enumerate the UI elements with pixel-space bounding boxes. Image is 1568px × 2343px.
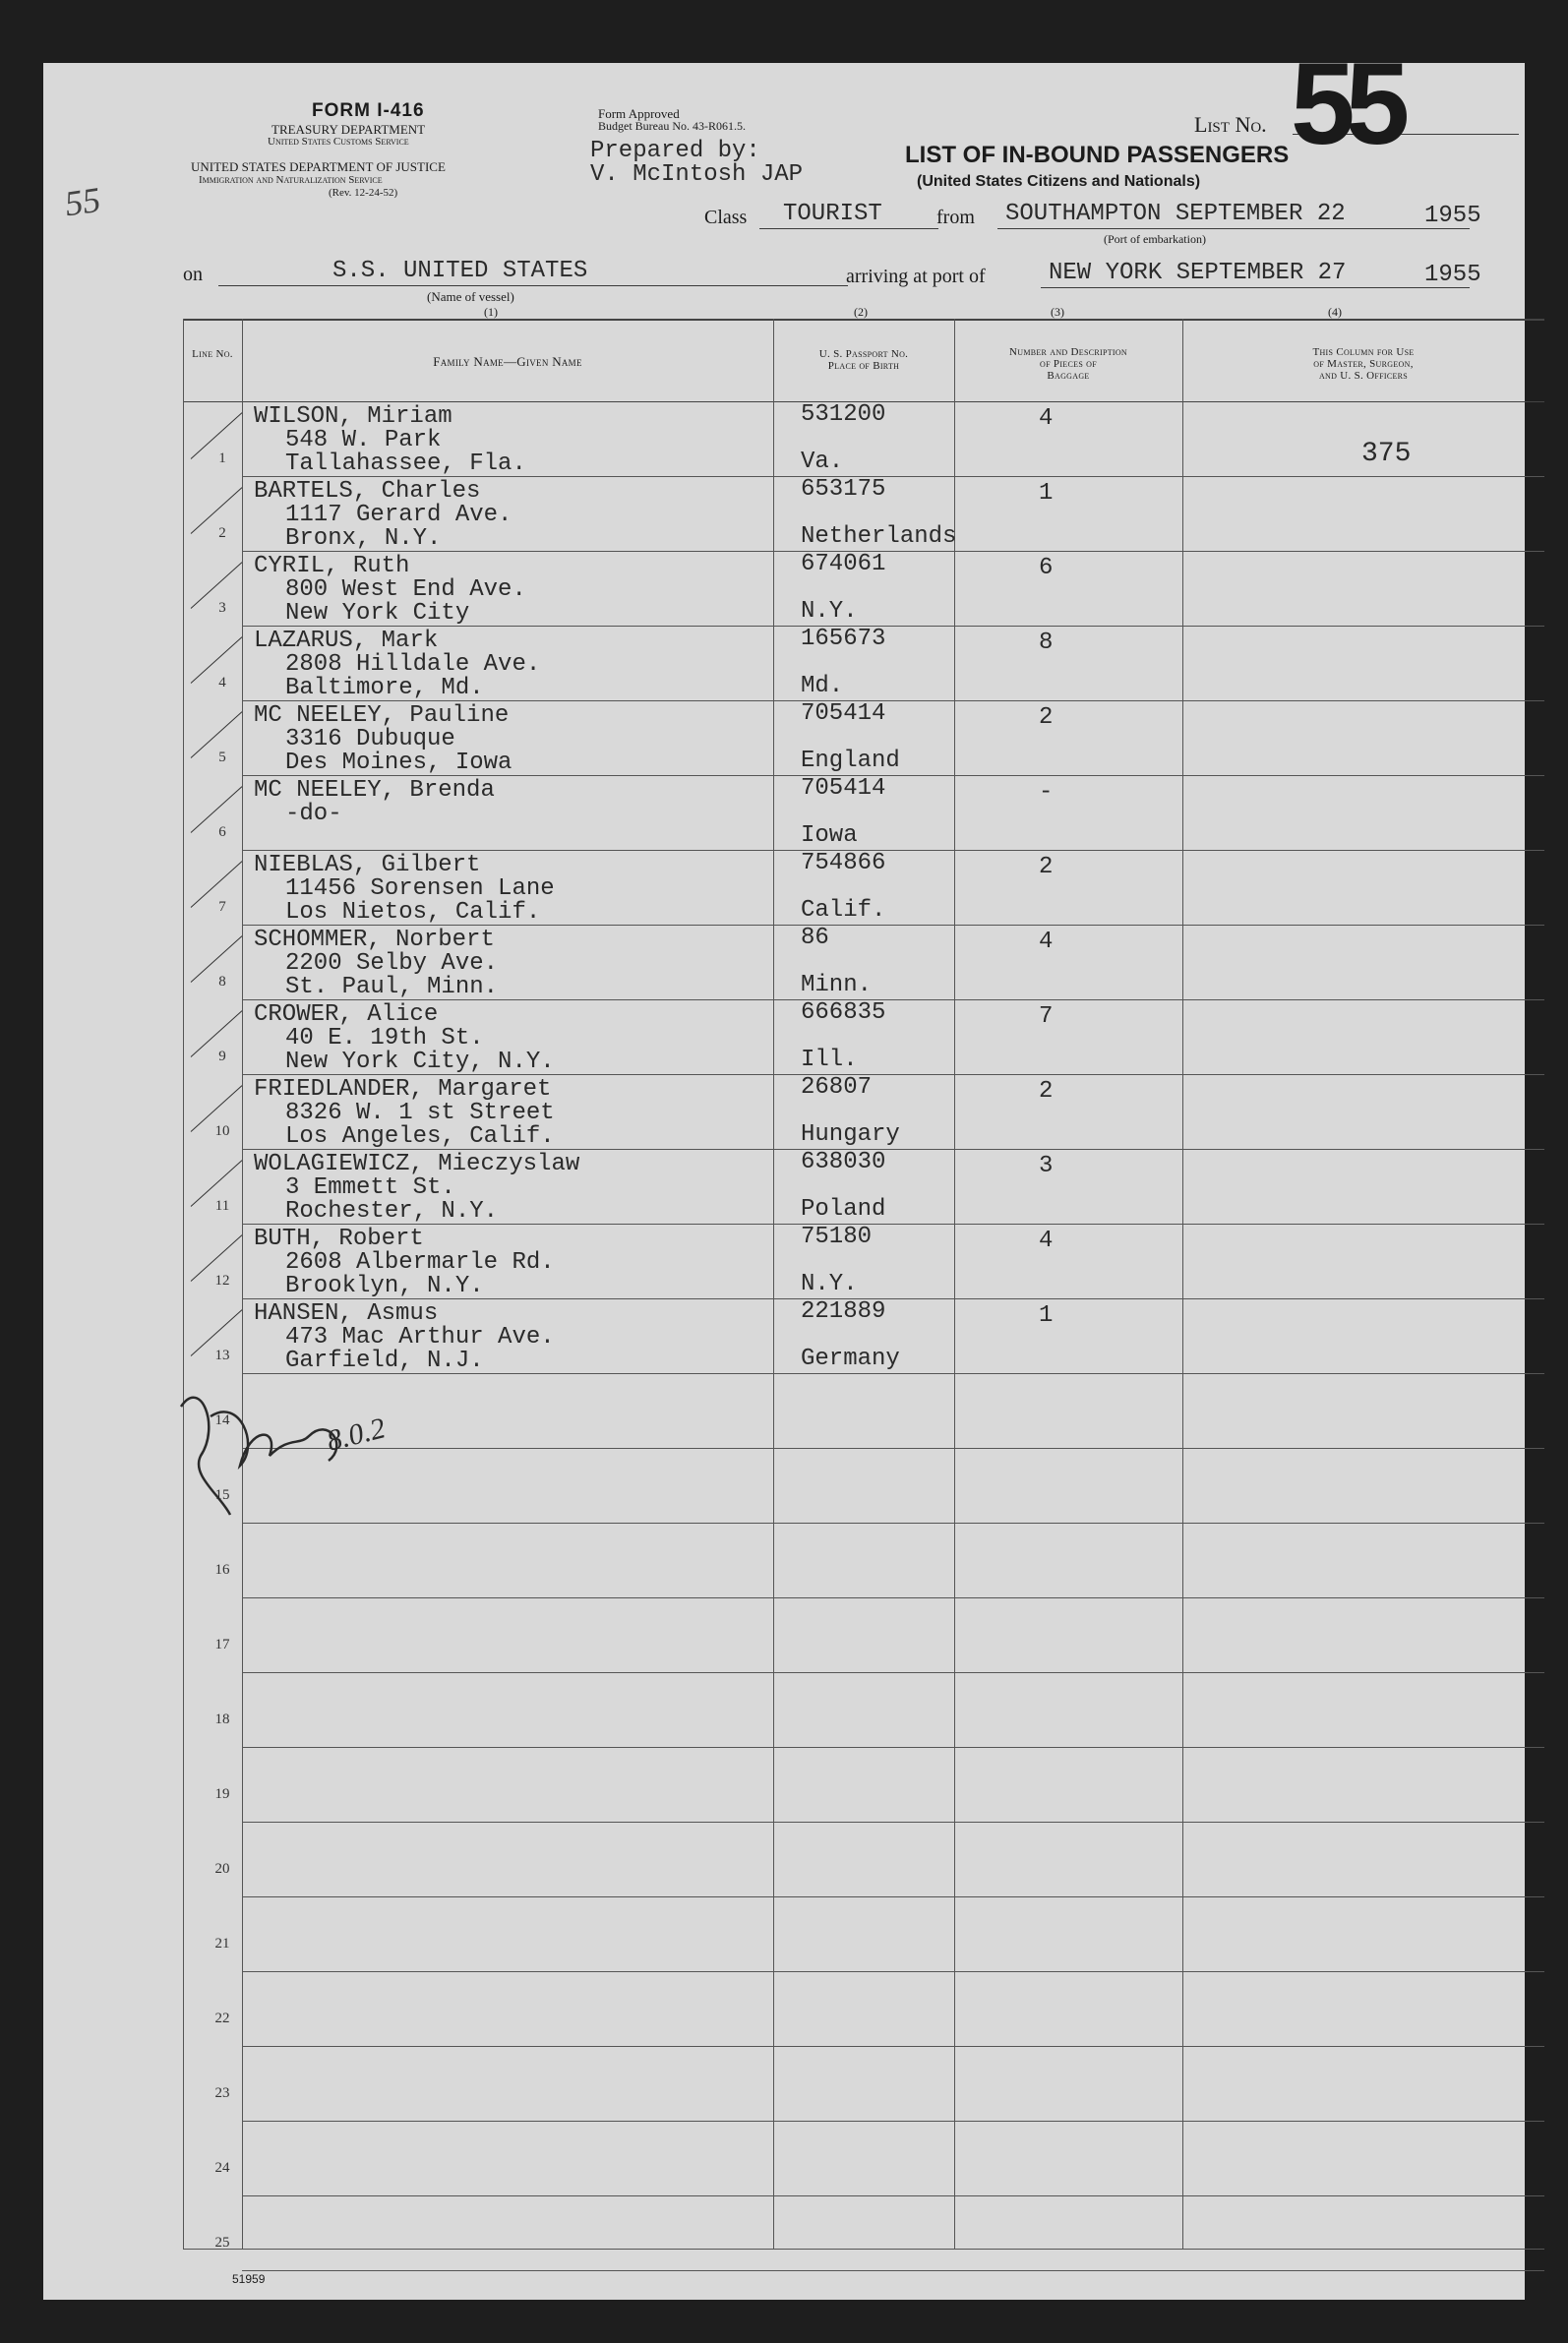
passenger-name: SCHOMMER, Norbert: [254, 927, 495, 953]
passenger-address-line1: 1117 Gerard Ave.: [285, 502, 513, 528]
row-divider: [242, 850, 1544, 851]
passenger-name: FRIEDLANDER, Margaret: [254, 1076, 552, 1103]
passenger-address-line2: St. Paul, Minn.: [285, 974, 499, 1000]
vessel-underline: [218, 285, 848, 286]
class-value: TOURIST: [783, 201, 882, 227]
baggage-count: 6: [1039, 555, 1054, 581]
row-divider: [242, 1747, 1544, 1748]
header-family-name: Family Name—Given Name: [433, 354, 582, 369]
passenger-address-line2: Los Angeles, Calif.: [285, 1123, 555, 1150]
footer-code: 51959: [232, 2272, 266, 2286]
passenger-address-line1: 2200 Selby Ave.: [285, 950, 499, 977]
header-passport-line1: U. S. Passport No.: [818, 348, 909, 360]
class-label: Class: [704, 207, 748, 228]
line-number: 4: [218, 675, 226, 691]
passenger-name: WOLAGIEWICZ, Mieczyslaw: [254, 1151, 580, 1177]
baggage-count: 2: [1039, 704, 1054, 731]
passenger-address-line1: 2608 Albermarle Rd.: [285, 1249, 555, 1276]
form-subtitle: (United States Citizens and Nationals): [917, 173, 1201, 190]
passport-number: 705414: [801, 775, 886, 802]
passport-number: 653175: [801, 476, 886, 503]
line-number: 12: [214, 1273, 230, 1289]
row-divider: [242, 2046, 1544, 2047]
arrival-underline: [1041, 287, 1470, 288]
margin-note: 55: [62, 179, 103, 224]
table-top-border: [183, 319, 1544, 321]
header-baggage-line2: of Pieces of: [1040, 358, 1097, 370]
line-number: 25: [214, 2235, 230, 2251]
revision: (Rev. 12-24-52): [329, 187, 398, 199]
line-number: 13: [214, 1348, 230, 1363]
department: TREASURY DEPARTMENT: [271, 122, 426, 137]
place-of-birth: Minn.: [801, 972, 873, 998]
passenger-name: MC NEELEY, Pauline: [254, 702, 510, 729]
row-divider: [242, 1672, 1544, 1673]
signature-initials: 8.0.2: [323, 1412, 389, 1458]
list-number-stamp: 55: [1291, 39, 1401, 169]
place-of-birth: Germany: [801, 1346, 900, 1372]
passenger-address-line1: -do-: [285, 801, 342, 827]
embarkation: SOUTHAMPTON SEPTEMBER 22: [1005, 201, 1346, 227]
line-number: 11: [214, 1198, 230, 1214]
header-passport-line2: Place of Birth: [827, 360, 900, 372]
line-number: 2: [218, 525, 226, 541]
passport-number: 674061: [801, 551, 886, 577]
from-label: from: [936, 207, 975, 228]
justice-department: UNITED STATES DEPARTMENT OF JUSTICE: [191, 159, 446, 174]
passenger-address-line1: 11456 Sorensen Lane: [285, 875, 555, 902]
line-number: 7: [218, 899, 226, 915]
from-underline: [997, 228, 1470, 229]
passport-number: 531200: [801, 401, 886, 428]
header-baggage-line1: Number and Description: [1009, 346, 1127, 358]
place-of-birth: Poland: [801, 1196, 886, 1223]
baggage-count: 7: [1039, 1003, 1054, 1030]
col-baggage-divider: [1182, 319, 1183, 2249]
col-name-divider: [773, 319, 774, 2249]
official-signature: [161, 1367, 417, 1544]
header-officers-line2: of Master, Surgeon,: [1313, 358, 1414, 370]
baggage-count: 1: [1039, 480, 1054, 507]
line-number: 5: [218, 750, 226, 765]
form-number: FORM I-416: [312, 100, 425, 121]
baggage-count: -: [1039, 779, 1054, 806]
passenger-name: NIEBLAS, Gilbert: [254, 852, 481, 878]
passenger-address-line2: Rochester, N.Y.: [285, 1198, 499, 1225]
passenger-address-line2: Tallahassee, Fla.: [285, 451, 526, 477]
on-label: on: [183, 264, 203, 285]
place-of-birth: Ill.: [801, 1047, 858, 1073]
arrival-port: NEW YORK SEPTEMBER 27: [1049, 260, 1347, 286]
place-of-birth: N.Y.: [801, 1271, 858, 1297]
passenger-address-line1: 2808 Hilldale Ave.: [285, 651, 541, 678]
passenger-address-line1: 548 W. Park: [285, 427, 442, 453]
baggage-count: 4: [1039, 1228, 1054, 1254]
baggage-count: 8: [1039, 630, 1054, 656]
baggage-count: 1: [1039, 1302, 1054, 1329]
place-of-birth: N.Y.: [801, 598, 858, 625]
line-number: 19: [214, 1786, 230, 1802]
embarkation-year: 1955: [1424, 203, 1481, 229]
col-line-divider: [242, 319, 243, 2249]
arrival-year: 1955: [1424, 262, 1481, 288]
place-of-birth: Md.: [801, 673, 844, 699]
line-number: 24: [214, 2160, 230, 2176]
baggage-count: 2: [1039, 1078, 1054, 1105]
line-number: 1: [218, 451, 226, 466]
line-number: 23: [214, 2085, 230, 2101]
baggage-count: 4: [1039, 405, 1054, 432]
row-divider: [242, 2121, 1544, 2122]
passenger-address-line2: Los Nietos, Calif.: [285, 899, 541, 926]
passenger-name: MC NEELEY, Brenda: [254, 777, 495, 804]
form-approved: Form Approved: [598, 106, 680, 121]
row-divider: [242, 1971, 1544, 1972]
row-divider: [242, 1597, 1544, 1598]
form-title: LIST OF IN-BOUND PASSENGERS: [905, 142, 1290, 168]
place-of-birth: Calif.: [801, 897, 886, 924]
passenger-address-line1: 800 West End Ave.: [285, 576, 526, 603]
header-baggage-line3: Baggage: [1047, 370, 1090, 382]
baggage-count: 4: [1039, 929, 1054, 955]
row-divider: [242, 1896, 1544, 1897]
passport-number: 75180: [801, 1224, 873, 1250]
passenger-address-line2: Bronx, N.Y.: [285, 525, 442, 552]
passenger-name: CYRIL, Ruth: [254, 553, 410, 579]
passenger-address-line2: Des Moines, Iowa: [285, 750, 513, 776]
row-divider: [242, 1523, 1544, 1524]
passenger-address-line2: Baltimore, Md.: [285, 675, 484, 701]
passenger-name: LAZARUS, Mark: [254, 628, 439, 654]
list-label: List No.: [1194, 112, 1267, 137]
line-number: 17: [214, 1637, 230, 1652]
colnum-4: (4): [1328, 305, 1342, 319]
passenger-address-line1: 3316 Dubuque: [285, 726, 455, 752]
vessel-name: S.S. UNITED STATES: [332, 258, 588, 284]
place-of-birth: England: [801, 748, 900, 774]
baggage-count: 2: [1039, 854, 1054, 880]
place-of-birth: Va.: [801, 449, 844, 475]
line-number: 10: [214, 1123, 230, 1139]
row-divider: [242, 2195, 1544, 2196]
row-divider: [242, 1448, 1544, 1449]
prepared-by-label: Prepared by:: [590, 138, 760, 164]
passenger-name: BUTH, Robert: [254, 1226, 424, 1252]
passenger-address-line1: 3 Emmett St.: [285, 1174, 455, 1201]
passenger-address-line2: New York City: [285, 600, 470, 627]
line-number: 16: [214, 1562, 230, 1578]
ins-service: Immigration and Naturalization Service: [199, 174, 383, 186]
line-number: 22: [214, 2011, 230, 2026]
passport-number: 165673: [801, 626, 886, 652]
line-number: 15: [214, 1487, 230, 1503]
header-officers-line1: This Column for Use: [1312, 346, 1415, 358]
passport-number: 705414: [801, 700, 886, 727]
line-number: 14: [214, 1412, 230, 1428]
row-divider: [242, 2270, 1544, 2271]
line-number: 18: [214, 1712, 230, 1727]
table-bottom-border: [183, 2249, 1544, 2250]
passport-number: 638030: [801, 1149, 886, 1175]
place-of-birth: Netherlands: [801, 523, 957, 550]
passport-number: 754866: [801, 850, 886, 876]
passport-number: 666835: [801, 999, 886, 1026]
passenger-name: CROWER, Alice: [254, 1001, 439, 1028]
baggage-count: 3: [1039, 1153, 1054, 1179]
officer-note: 375: [1361, 439, 1412, 469]
line-number: 20: [214, 1861, 230, 1877]
class-underline: [759, 228, 938, 229]
passenger-address-line2: New York City, N.Y.: [285, 1049, 555, 1075]
line-number: 6: [218, 824, 226, 840]
line-number: 3: [218, 600, 226, 616]
passenger-address-line1: 473 Mac Arthur Ave.: [285, 1324, 555, 1351]
header-baggage: [956, 346, 1180, 382]
col-passport-divider: [954, 319, 955, 2249]
passenger-name: BARTELS, Charles: [254, 478, 481, 505]
line-number: 8: [218, 974, 226, 990]
customs-service: United States Customs Service: [268, 136, 409, 148]
passport-number: 221889: [801, 1298, 886, 1325]
line-number: 21: [214, 1936, 230, 1952]
place-of-birth: Iowa: [801, 822, 858, 849]
header-line-no: Line No.: [192, 348, 233, 360]
colnum-3: (3): [1051, 305, 1064, 319]
passenger-address-line2: Garfield, N.J.: [285, 1348, 484, 1374]
header-officers: [1184, 346, 1542, 382]
prepared-by: V. McIntosh JAP: [590, 161, 804, 188]
row-divider: [242, 1822, 1544, 1823]
passenger-name: HANSEN, Asmus: [254, 1300, 439, 1327]
place-of-birth: Hungary: [801, 1121, 900, 1148]
line-number: 9: [218, 1049, 226, 1064]
port-embark-caption: (Port of embarkation): [1104, 232, 1206, 246]
passenger-address-line2: Brooklyn, N.Y.: [285, 1273, 484, 1299]
budget-bureau: Budget Bureau No. 43-R061.5.: [598, 119, 746, 133]
passport-number: 26807: [801, 1074, 873, 1101]
passenger-address-line1: 8326 W. 1 st Street: [285, 1100, 555, 1126]
arriving-label: arriving at port of: [846, 266, 986, 287]
header-officers-line3: and U. S. Officers: [1318, 370, 1409, 382]
table-left-border: [183, 319, 184, 2249]
passenger-name: WILSON, Miriam: [254, 403, 452, 430]
colnum-1: (1): [484, 305, 498, 319]
form-sheet: [43, 39, 1525, 2300]
passport-number: 86: [801, 925, 829, 951]
passenger-address-line1: 40 E. 19th St.: [285, 1025, 484, 1051]
colnum-2: (2): [854, 305, 868, 319]
vessel-caption: (Name of vessel): [427, 289, 514, 304]
header-passport: [775, 348, 952, 372]
